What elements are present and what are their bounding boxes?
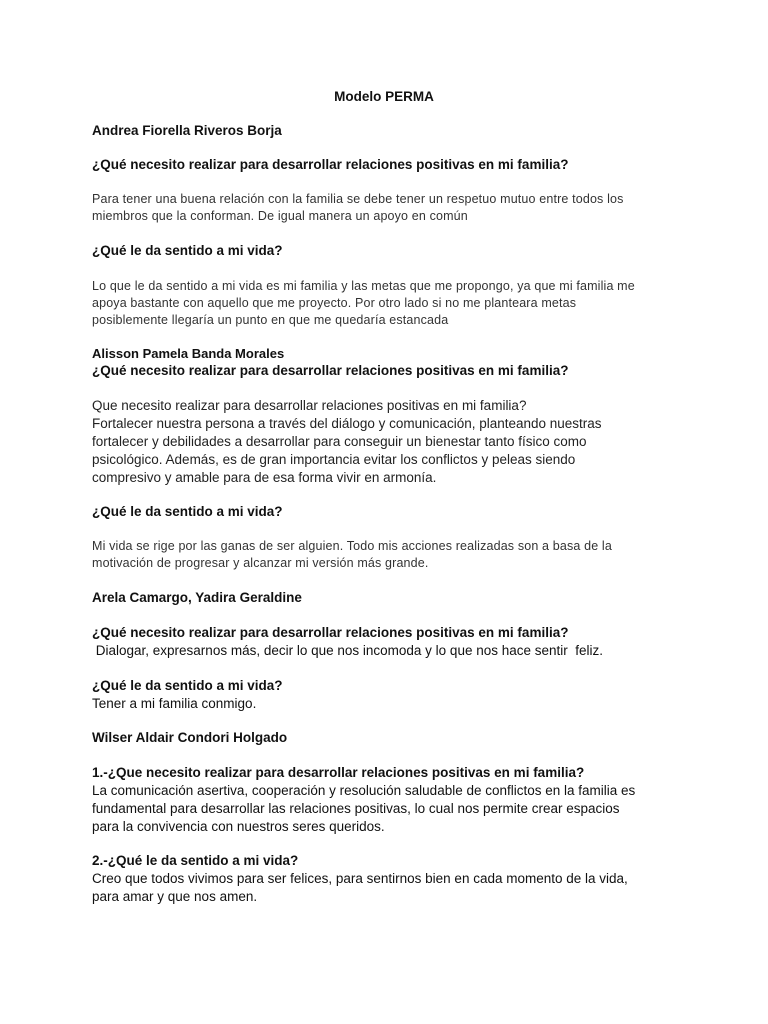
- answer-line: posiblemente llegaría un punto en que me quedaría estancada: [92, 313, 449, 327]
- answer-line: para amar y que nos amen.: [92, 889, 258, 904]
- author-name: Arela Camargo, Yadira Geraldine: [92, 590, 302, 605]
- answer-meaning: [92, 538, 612, 572]
- question-meaning: ¿Qué le da sentido a mi vida?: [92, 678, 283, 693]
- answer-relations: [92, 782, 635, 836]
- question-relations: 1.-¿Que necesito realizar para desarrollar relaciones positivas en mi familia?: [92, 765, 585, 780]
- document-title: Modelo PERMA: [334, 89, 434, 104]
- question-relations: ¿Qué necesito realizar para desarrollar relaciones positivas en mi familia?: [92, 625, 569, 640]
- answer-line: psicológico. Además, es de gran importancia evitar los conflictos y peleas siendo: [92, 452, 576, 467]
- author-name: Alisson Pamela Banda Morales: [92, 346, 285, 361]
- answer-line: Fortalecer nuestra persona a través del diálogo y comunicación, planteando nuestras: [92, 416, 602, 431]
- answer-line: para la convivencia con nuestros seres queridos.: [92, 819, 385, 834]
- answer-line: fundamental para desarrollar las relaciones positivas, lo cual nos permite crear espacios: [92, 801, 620, 816]
- answer-relations: [92, 191, 624, 225]
- answer-line: miembros que la conforman. De igual manera un apoyo en común: [92, 209, 468, 223]
- answer-line: compresivo y amable para de esa forma vivir en armonía.: [92, 470, 437, 485]
- answer-line: apoya bastante con aquello que me proyecto. Por otro lado si no me planteara metas: [92, 296, 577, 310]
- answer-relations: [92, 397, 602, 487]
- answer-line: La comunicación asertiva, cooperación y resolución saludable de conflictos en la familia es: [92, 783, 636, 798]
- answer-line: motivación de progresar y alcanzar mi versión más grande.: [92, 556, 429, 570]
- answer-meaning: Tener a mi familia conmigo.: [92, 696, 257, 711]
- author-name: Wilser Aldair Condori Holgado: [92, 730, 288, 745]
- answer-relations: Dialogar, expresarnos más, decir lo que nos incomoda y lo que nos hace sentir feliz.: [92, 643, 604, 658]
- answer-line: Creo que todos vivimos para ser felices, para sentirnos bien en cada momento de la vida,: [92, 871, 628, 886]
- answer-line: Que necesito realizar para desarrollar relaciones positivas en mi familia?: [92, 398, 527, 413]
- answer-line: Lo que le da sentido a mi vida es mi familia y las metas que me propongo, ya que mi familia me: [92, 279, 635, 293]
- question-meaning: ¿Qué le da sentido a mi vida?: [92, 243, 283, 258]
- answer-line: fortalecer y debilidades a desarrollar para conseguir un bienestar tanto físico como: [92, 434, 587, 449]
- question-meaning: ¿Qué le da sentido a mi vida?: [92, 504, 283, 519]
- question-meaning: 2.-¿Qué le da sentido a mi vida?: [92, 853, 299, 868]
- answer-line: Mi vida se rige por las ganas de ser alguien. Todo mis acciones realizadas son a basa de la: [92, 539, 612, 553]
- question-relations: ¿Qué necesito realizar para desarrollar relaciones positivas en mi familia?: [92, 363, 569, 378]
- answer-line: Para tener una buena relación con la familia se debe tener un respetuo mutuo entre todos los: [92, 192, 624, 206]
- question-relations: ¿Qué necesito realizar para desarrollar relaciones positivas en mi familia?: [92, 157, 569, 172]
- answer-meaning: [92, 870, 628, 906]
- answer-meaning: [92, 278, 635, 329]
- author-name: Andrea Fiorella Riveros Borja: [92, 123, 282, 138]
